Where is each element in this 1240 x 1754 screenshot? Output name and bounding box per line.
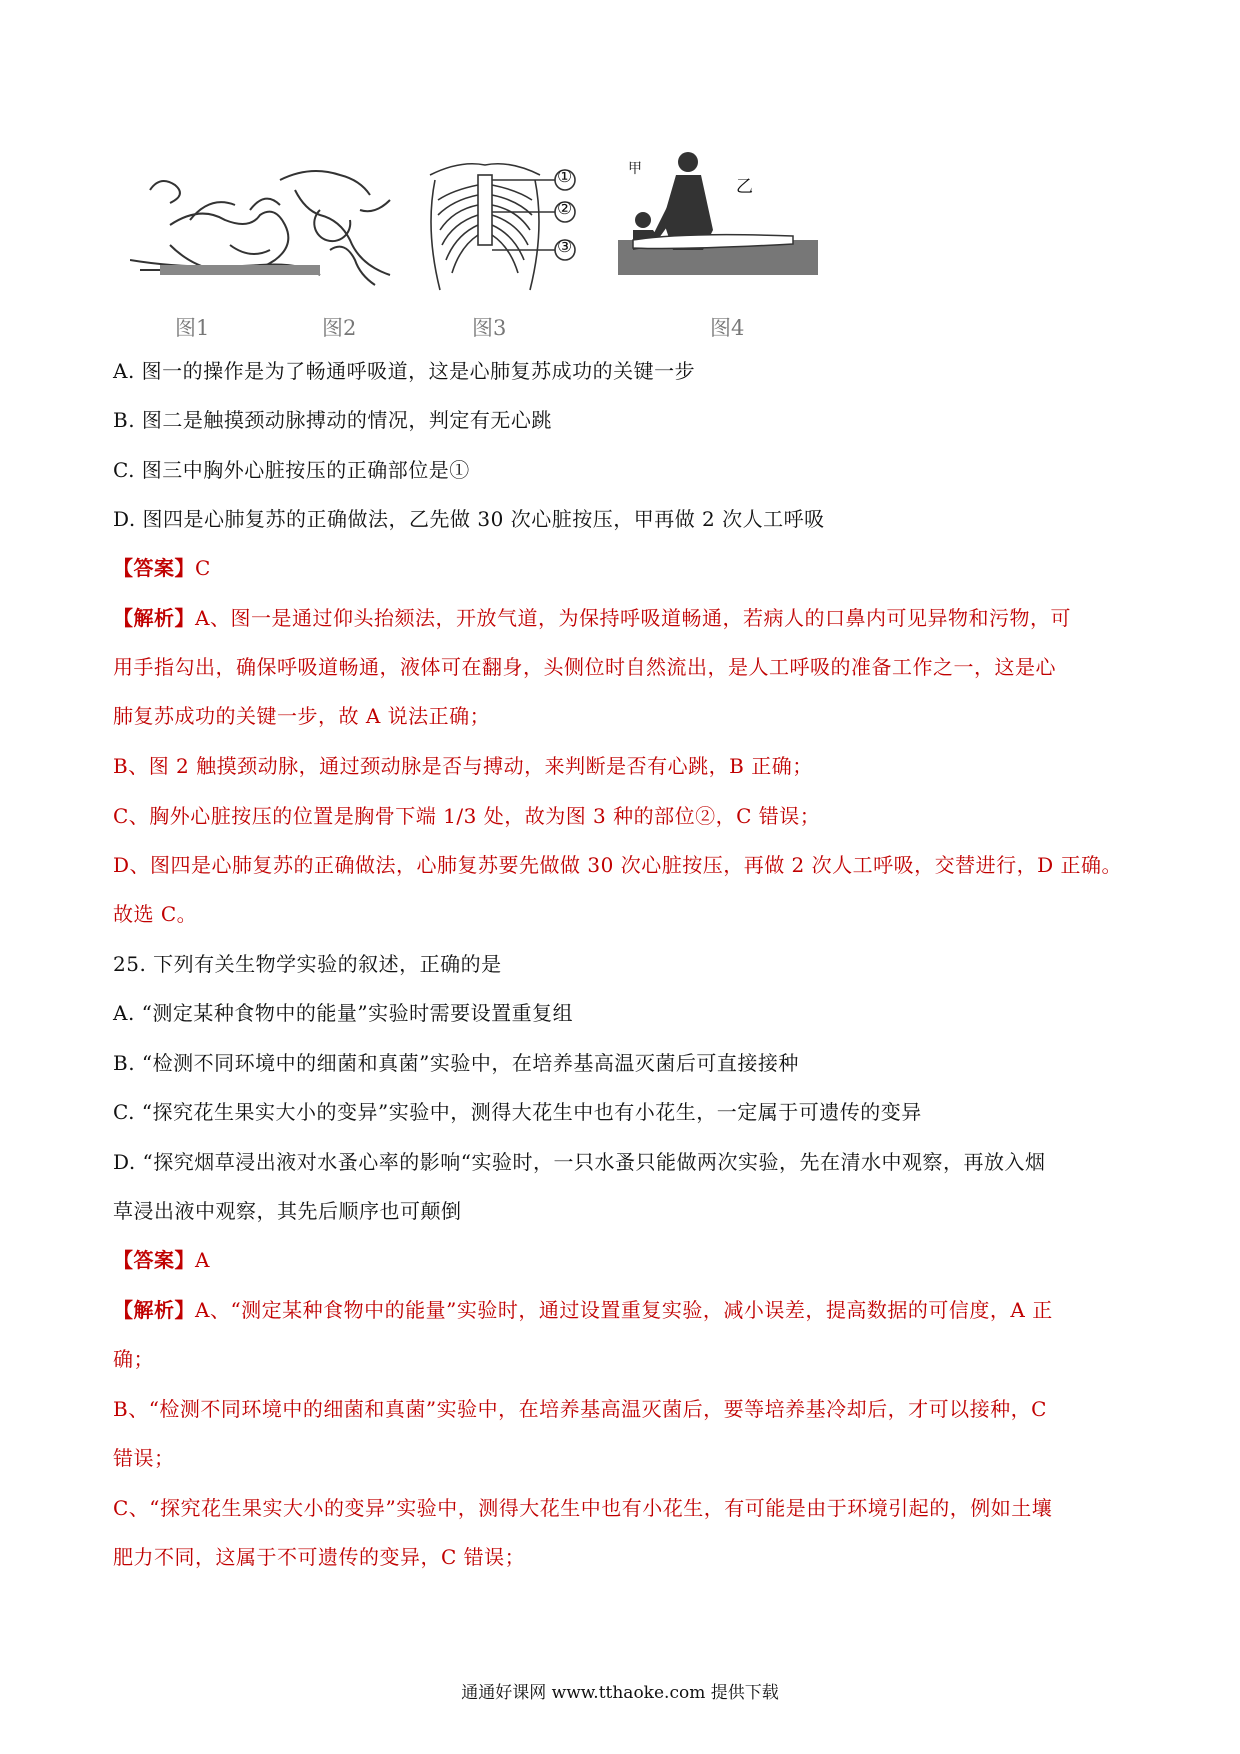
q25-answer-tag: 【答案】 xyxy=(113,1248,195,1272)
q24-option-a: A. 图一的操作是为了畅通呼吸道，这是心肺复苏成功的关键一步 xyxy=(113,359,696,383)
q24-answer xyxy=(113,554,211,582)
q24-answer-tag: 【答案】 xyxy=(113,556,195,580)
q24-option-d: D. 图四是心肺复苏的正确做法，乙先做 30 次心脏按压，甲再做 2 次人工呼吸 xyxy=(113,507,825,531)
q25-option-d-cont: 草浸出液中观察，其先后顺序也可颠倒 xyxy=(113,1199,462,1223)
q24-answer-value: C xyxy=(195,556,211,580)
q25-analysis-line-6: 肥力不同，这属于不可遗传的变异，C 错误； xyxy=(113,1545,526,1569)
fig3-mark-1: ① xyxy=(557,167,573,187)
q25-analysis-tag: 【解析】 xyxy=(113,1298,195,1322)
fig3-mark-3: ③ xyxy=(557,237,573,257)
q24-analysis-tag: 【解析】 xyxy=(113,606,195,630)
q24-analysis-line-1 xyxy=(113,604,1071,632)
q25-option-b: B. “检测不同环境中的细菌和真菌”实验中，在培养基高温灭菌后可直接接种 xyxy=(113,1051,799,1075)
q25-answer-value: A xyxy=(195,1248,210,1272)
q25-analysis-line-4: 错误； xyxy=(113,1446,175,1470)
q24-option-b: B. 图二是触摸颈动脉搏动的情况，判定有无心跳 xyxy=(113,408,552,432)
caption-fig-3: 图3 xyxy=(472,316,507,340)
q25-analysis-text-1: A、“测定某种食物中的能量”实验时，通过设置重复实验，减小误差，提高数据的可信度，A 正 xyxy=(195,1298,1053,1322)
q25-option-d: D. “探究烟草浸出液对水蚤心率的影响“实验时，一只水蚤只能做两次实验，先在清水中观察，再放入烟 xyxy=(113,1150,1046,1174)
q25-analysis-line-3: B、“检测不同环境中的细菌和真菌”实验中，在培养基高温灭菌后，要等培养基冷却后，才可以接种，C xyxy=(113,1397,1047,1421)
caption-fig-4: 图4 xyxy=(710,316,745,340)
page-footer: 通通好课网 www.tthaoke.com 提供下载 xyxy=(461,1683,779,1703)
q25-analysis-line-1 xyxy=(113,1296,1053,1324)
figure-2-drawing xyxy=(270,150,410,310)
q25-option-c: C. “探究花生果实大小的变异”实验中，测得大花生中也有小花生，一定属于可遗传的变异 xyxy=(113,1100,922,1124)
q24-analysis-line-5: C、胸外心脏按压的位置是胸骨下端 1/3 处，故为图 3 种的部位②，C 错误； xyxy=(113,804,821,828)
q25-analysis-line-5: C、“探究花生果实大小的变异”实验中，测得大花生中也有小花生，有可能是由于环境引起的，例如土壤 xyxy=(113,1496,1053,1520)
cpr-figure-strip xyxy=(130,150,930,350)
q24-analysis-line-6: D、图四是心肺复苏的正确做法，心肺复苏要先做做 30 次心脏按压，再做 2 次人工呼吸，交替进行，D 正确。 xyxy=(113,853,1123,877)
fig3-mark-2: ② xyxy=(557,199,573,219)
fig4-mark-yi: 乙 xyxy=(736,177,753,197)
q24-analysis-line-4: B、图 2 触摸颈动脉，通过颈动脉是否与搏动，来判断是否有心跳，B 正确； xyxy=(113,754,813,778)
q24-option-c: C. 图三中胸外心脏按压的正确部位是① xyxy=(113,458,470,482)
q25-analysis-line-2: 确； xyxy=(113,1347,154,1371)
fig4-mark-jia: 甲 xyxy=(628,161,642,177)
q25-stem: 25. 下列有关生物学实验的叙述，正确的是 xyxy=(113,952,502,976)
q24-analysis-line-7: 故选 C。 xyxy=(113,902,198,926)
q24-analysis-line-2: 用手指勾出，确保呼吸道畅通，液体可在翻身，头侧位时自然流出，是人工呼吸的准备工作之一，这是心 xyxy=(113,655,1056,679)
caption-fig-2: 图2 xyxy=(322,316,357,340)
q25-answer xyxy=(113,1246,210,1274)
q24-analysis-text-1: A、图一是通过仰头抬颏法，开放气道，为保持呼吸道畅通，若病人的口鼻内可见异物和污物，可 xyxy=(195,606,1071,630)
caption-fig-1: 图1 xyxy=(175,316,210,340)
q24-analysis-line-3: 肺复苏成功的关键一步，故 A 说法正确； xyxy=(113,704,491,728)
q25-option-a: A. “测定某种食物中的能量”实验时需要设置重复组 xyxy=(113,1001,574,1025)
